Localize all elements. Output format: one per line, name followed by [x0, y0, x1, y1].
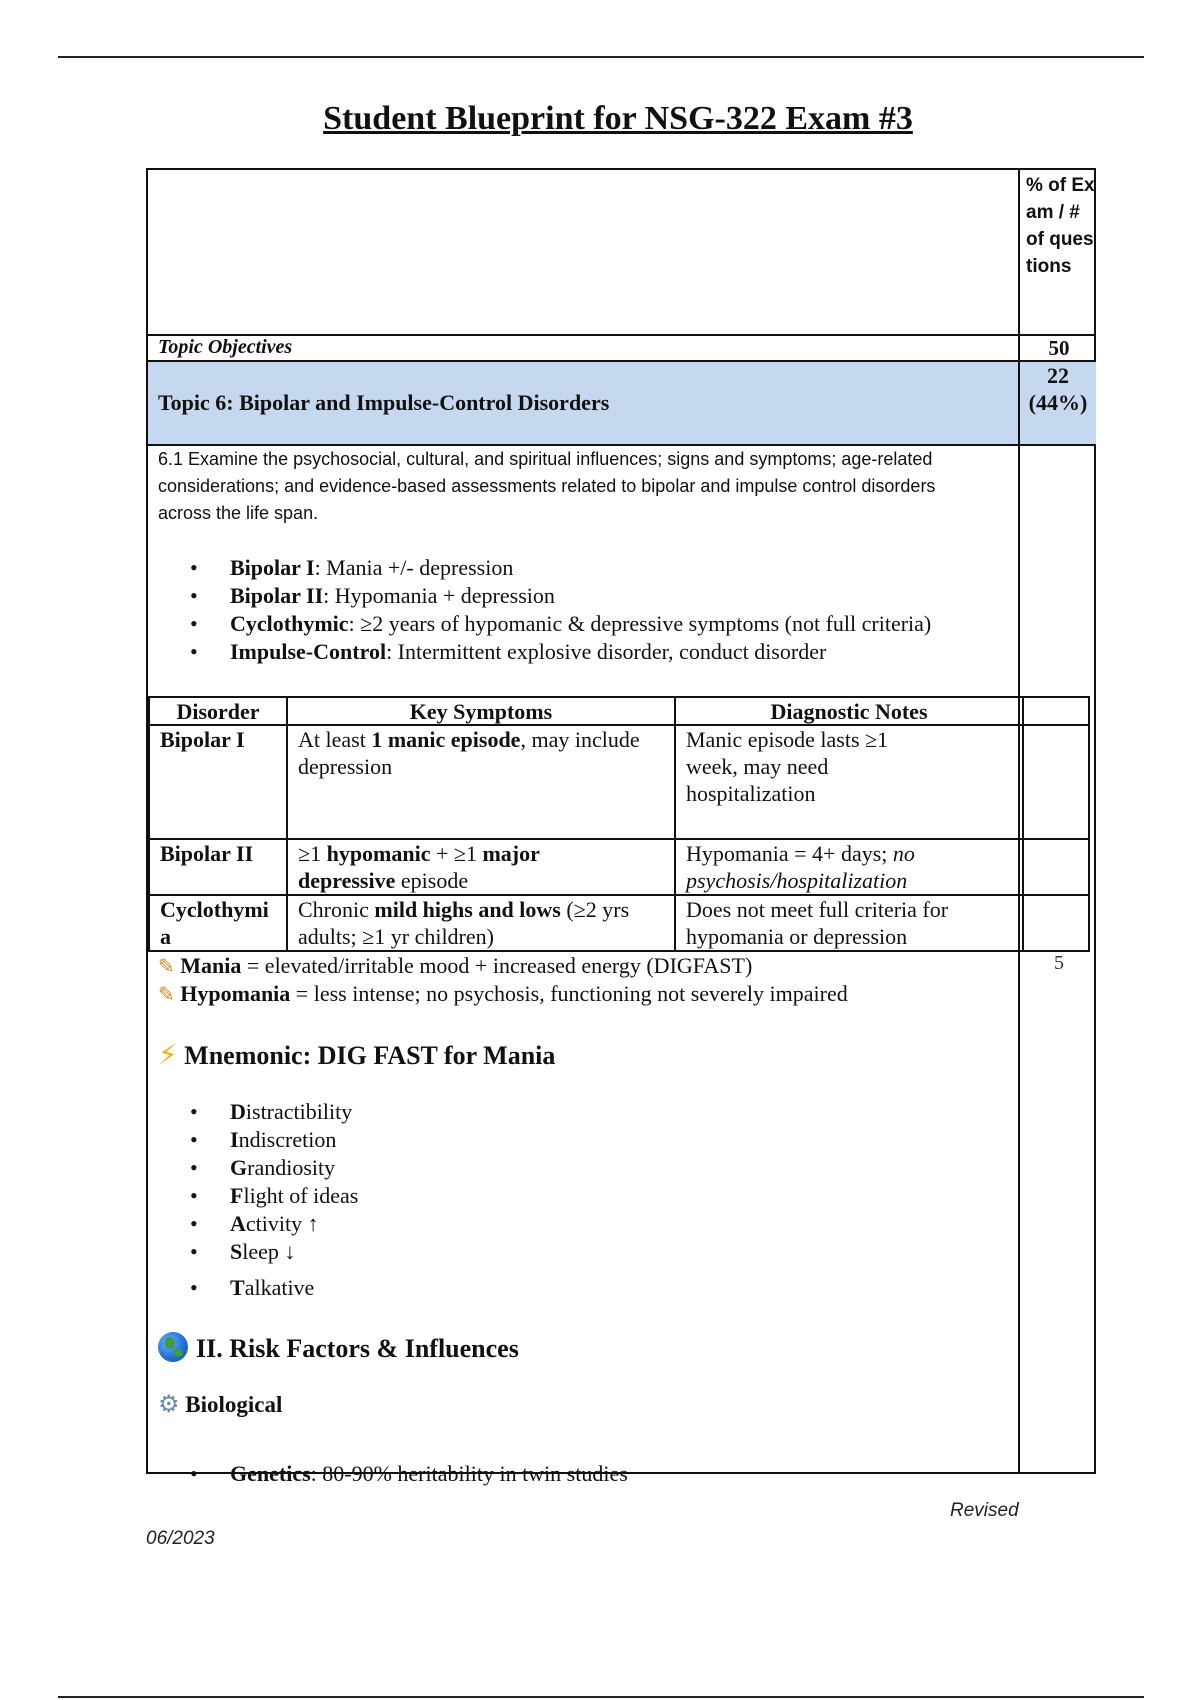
- topic-percent: 22 (44%): [1028, 363, 1088, 415]
- row-bipolar-1-empty: [1022, 724, 1090, 840]
- row-bipolar-1-symptoms: At least 1 manic episode, may include depression: [286, 724, 676, 840]
- gear-icon: ⚙: [158, 1390, 180, 1418]
- list-item: • Bipolar II: Hypomania + depression: [148, 582, 931, 610]
- row-cyclothymia-empty: [1022, 894, 1090, 952]
- list-item: • Bipolar I: Mania +/- depression: [148, 554, 931, 582]
- header-diagnostic-notes: Diagnostic Notes: [674, 696, 1024, 726]
- lightning-icon: ⚡: [158, 1038, 178, 1071]
- biological-list: [148, 1460, 628, 1488]
- mnemonic-heading: ⚡ Mnemonic: DIG FAST for Mania: [158, 1038, 556, 1071]
- percent-exam-header: % of Exam / # of questions: [1026, 175, 1095, 277]
- blueprint-table: [146, 168, 1096, 1486]
- question-count: 5: [1054, 952, 1064, 974]
- memo-icon: ✎: [158, 954, 175, 978]
- revised-label: Revised: [950, 1500, 1019, 1521]
- memo-icon: ✎: [158, 982, 175, 1006]
- revision-date: 06/2023: [146, 1528, 215, 1549]
- header-disorder: Disorder: [148, 696, 288, 726]
- mania-notes: [158, 952, 848, 1008]
- list-item: • Flight of ideas: [148, 1182, 358, 1210]
- list-item: • Indiscretion: [148, 1126, 358, 1154]
- header-empty: [1022, 696, 1090, 726]
- biological-heading: ⚙ Biological: [158, 1390, 283, 1418]
- topic-objectives-label: Topic Objectives: [158, 336, 293, 358]
- row-bipolar-2-empty: [1022, 838, 1090, 896]
- header-key-symptoms: Key Symptoms: [286, 696, 676, 726]
- objective-6-1: 6.1 Examine the psychosocial, cultural, and spiritual influences; signs and symptoms; age-related considerations; and evidence-based assessments related to bipolar and impulse control disorders across the life span.: [158, 449, 936, 523]
- bottom-rule: [58, 1696, 1144, 1698]
- row-bipolar-1-disorder: Bipolar I: [148, 724, 288, 840]
- list-item: • Activity ↑: [148, 1210, 358, 1238]
- list-item: • Impulse-Control: Intermittent explosive disorder, conduct disorder: [148, 638, 931, 666]
- mania-note: ✎ Mania = elevated/irritable mood + increased energy (DIGFAST): [158, 953, 753, 978]
- top-rule: [58, 56, 1144, 58]
- hypomania-note: ✎ Hypomania = less intense; no psychosis, functioning not severely impaired: [158, 981, 848, 1006]
- row-bipolar-1-notes: Manic episode lasts ≥1 week, may need hospitalization: [674, 724, 1024, 840]
- row-cyclothymia-symptoms: Chronic mild highs and lows (≥2 yrs adults; ≥1 yr children): [286, 894, 676, 952]
- row-bipolar-2-disorder: Bipolar II: [148, 838, 288, 896]
- list-item: • Grandiosity: [148, 1154, 358, 1182]
- list-item: • Sleep ↓: [148, 1238, 358, 1266]
- topic-objectives-count: 50: [1048, 336, 1070, 360]
- row-cyclothymia-notes: Does not meet full criteria for hypomania or depression: [674, 894, 1024, 952]
- risk-factors-heading: II. Risk Factors & Influences: [158, 1332, 519, 1364]
- list-item: • Distractibility: [148, 1098, 358, 1126]
- document-title: Student Blueprint for NSG-322 Exam #3: [323, 100, 913, 137]
- list-item: • Cyclothymic: ≥2 years of hypomanic & depressive symptoms (not full criteria): [148, 610, 931, 638]
- digfast-list: [148, 1098, 358, 1302]
- list-item: • Genetics: 80-90% heritability in twin studies: [148, 1460, 628, 1488]
- disorder-comparison-table: [148, 696, 1090, 956]
- row-bipolar-2-symptoms: ≥1 hypomanic + ≥1 major depressive episode: [286, 838, 676, 896]
- disorder-list: [148, 554, 931, 666]
- topic-title: Topic 6: Bipolar and Impulse-Control Disorders: [158, 390, 610, 415]
- globe-icon: [158, 1332, 188, 1362]
- row-bipolar-2-notes: Hypomania = 4+ days; no psychosis/hospitalization: [674, 838, 1024, 896]
- list-item: • Talkative: [148, 1274, 358, 1302]
- row-cyclothymia-disorder: Cyclothymia: [148, 894, 288, 952]
